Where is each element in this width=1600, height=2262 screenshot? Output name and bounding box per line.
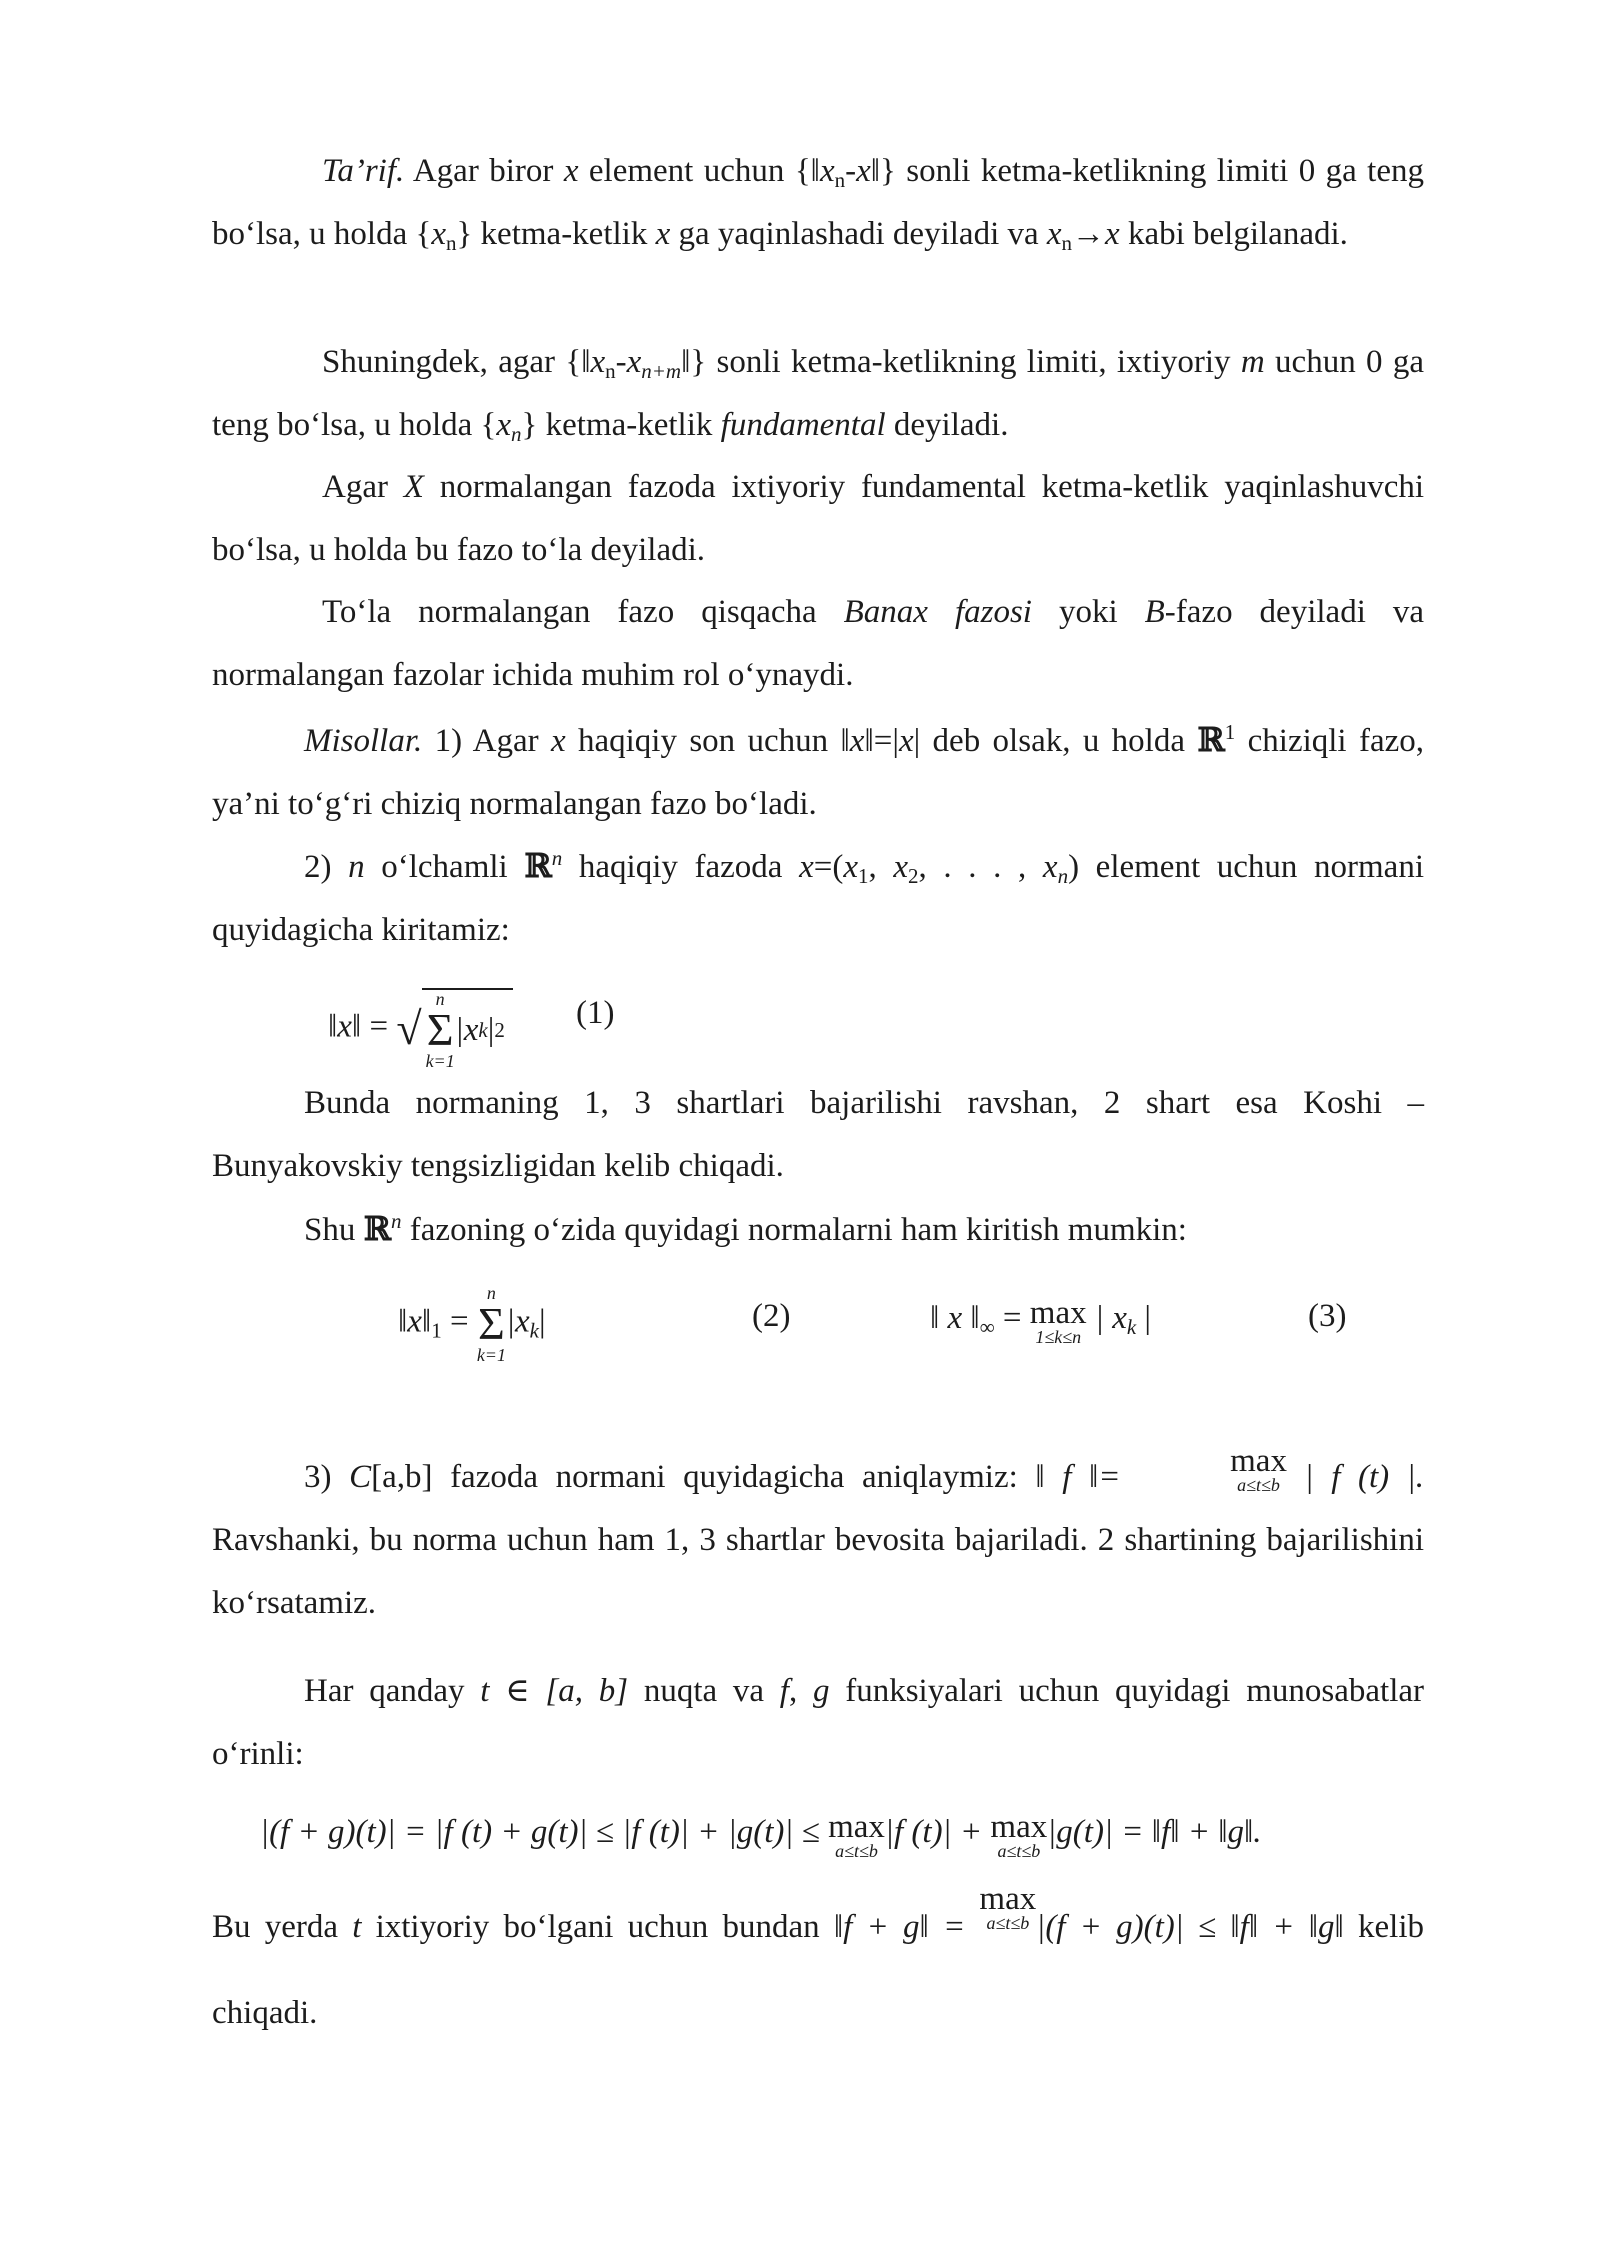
- cauchy-paragraph: Bunda normaning 1, 3 shartlari bajarilishi ravshan, 2 shart esa Koshi – Bunyakovskiy tengsizligidan kelib chiqadi.: [212, 1085, 1424, 1184]
- triangle-inequality-equation: |(f + g)(t)| = |f (t) + g(t)| ≤ |f (t)| + |g(t)| ≤ max a≤t≤b |f (t)| + max a≤t≤b |g(t)| = ‖f‖ + ‖g‖.: [260, 1809, 1262, 1861]
- sum-symbol: n Σ k=1: [425, 989, 455, 1071]
- definition-lead: Ta’rif.: [322, 153, 405, 189]
- max-operator: max 1≤k≤n: [1029, 1295, 1087, 1347]
- other-norms-paragraph: Shu ℝ$^n$ fazoning o‘zida quyidagi normalarni ham kiritish mumkin:: [304, 1209, 1187, 1248]
- max-operator: max a≤t≤b: [828, 1809, 885, 1861]
- equation-3: ‖ x $‖_\infty = \max$ 1≤k≤n | $x_k$ |: [930, 1295, 1152, 1347]
- complete-space-paragraph: Agar X normalangan fazoda ixtiyoriy fundamental ketma-ketlik yaqinlashuvchi bo‘lsa, u holda bu fazo to‘la deyiladi.: [212, 469, 1425, 568]
- equation-number-3: (3): [1308, 1298, 1347, 1334]
- rn-paragraph: 2) n o‘lchamli ℝ$^n$ haqiqiy fazoda $x=(x_1$, $x_2$, . . . , $x_n$) element uchun normani quyidagicha kiritamiz:: [212, 846, 1424, 948]
- fundamental-paragraph: Shuningdek, agar $\{‖x_n-x_{n+m}‖\}$ sonli ketma-ketlikning limiti, ixtiyoriy m uchun 0 ga teng bo‘lsa, u holda $\{x_n\}$ ketma-ketlik fundamental deyiladi.: [212, 344, 1424, 446]
- equation-number-1: (1): [576, 995, 615, 1031]
- equation-2: $‖x‖_1$ = n Σ k=1 $|x_k|$: [398, 1283, 546, 1365]
- equation-number-2: (2): [752, 1298, 791, 1334]
- c-ab-paragraph: 3) C[a,b] fazoda normani quyidagicha aniqlaymiz: ‖ f ‖= max a≤t≤b | f (t) |. Ravshanki, bu norma uchun ham 1, 3 shartlar bevosita bajariladi. 2 shartining bajarilishini ko‘rsatamiz.: [212, 1443, 1425, 1621]
- equation-1: ‖x‖ = √ n Σ k=1 |x k | 2: [328, 988, 513, 1070]
- examples-lead: Misollar.: [304, 723, 423, 759]
- banach-paragraph: To‘la normalangan fazo qisqacha Banax fazosi yoki B-fazo deyiladi va normalangan fazolar ichida muhim rol o‘ynaydi.: [212, 594, 1425, 693]
- max-operator: max a≤t≤b: [990, 1809, 1048, 1861]
- relations-paragraph: Har qanday t ∈ [a, b] nuqta va f, g funksiyalari uchun quyidagi munosabatlar o‘rinli:: [212, 1673, 1425, 1772]
- examples-paragraph: Misollar. 1) Agar x haqiqiy son uchun ‖x‖=|x| deb olsak, u holda ℝ$^1$ chiziqli fazo, ya’ni to‘g‘ri chiziq normalangan fazo bo‘ladi.: [212, 720, 1424, 822]
- conclusion-paragraph: Bu yerda t ixtiyoriy bo‘lgani uchun bundan ‖f + g‖ = max a≤t≤b |(f + g)(t)| ≤ ‖f‖ + ‖g‖ kelib chiqadi.: [212, 1881, 1425, 2031]
- definition-paragraph: Ta’rif. Agar biror x element uchun $\{‖x_n-x‖\}$ sonli ketma-ketlikning limiti 0 ga teng bo‘lsa, u holda $\{x_n\}$ ketma-ketlik x ga yaqinlashadi deyiladi va $x_n\to x$ kabi belgilanadi.: [212, 153, 1425, 255]
- sum-symbol: n Σ k=1: [476, 1283, 506, 1365]
- max-operator: max a≤t≤b: [1230, 1443, 1287, 1495]
- max-operator: max a≤t≤b: [979, 1881, 1037, 1933]
- sqrt-sign: √ n Σ k=1 |x k | 2: [396, 988, 513, 1070]
